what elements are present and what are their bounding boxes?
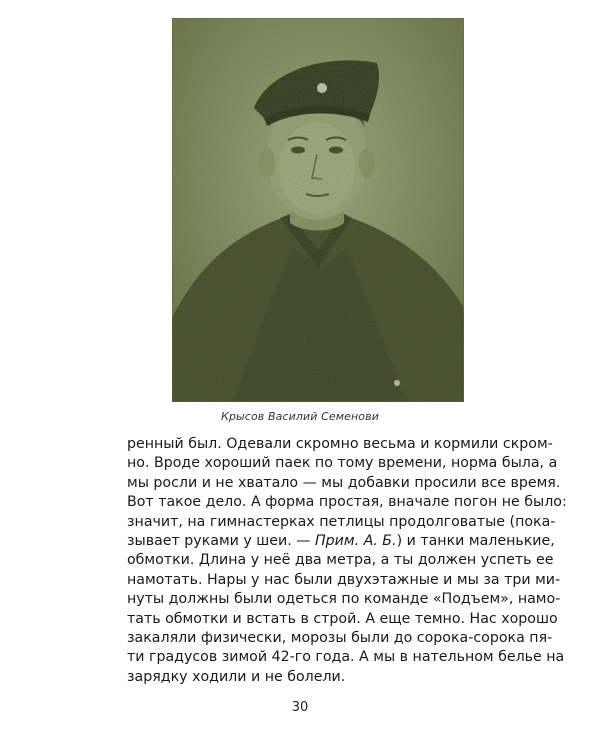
text-line: значит, на гимнастерках петлицы продолговатые (пока- <box>127 513 556 530</box>
text-line: но. Вроде хороший паек по тому времени, норма была, а <box>127 455 558 472</box>
text-line: нуты должны были одеться по команде «Подъем», намо- <box>127 591 561 608</box>
text-line: ренный был. Одевали скромно весьма и кормили скром- <box>127 436 553 452</box>
text-line: тать обмотки и встать в строй. А еще темно. Нас хорошо <box>127 610 558 627</box>
page-number: 30 <box>291 700 309 715</box>
text-fragment: зывает руками у шеи. <box>127 533 292 550</box>
portrait-photo <box>172 18 464 402</box>
text-line: зарядку ходили и не болели. <box>127 668 346 685</box>
text-fragment: ) и танки маленькие, <box>396 533 555 550</box>
text-line: намотать. Нары у нас были двухэтажные и мы за три ми- <box>127 571 561 588</box>
text-line: Вот такое дело. А форма простая, вначале погон не было: <box>127 494 567 511</box>
body-text <box>127 435 567 687</box>
text-line: мы росли и не хватало — мы добавки просили все время. <box>127 474 561 491</box>
editor-note: Прим. А. Б. <box>314 533 397 550</box>
text-line-with-note: зывает руками у шеи. — Прим. А. Б.) и танки маленькие, <box>127 533 555 550</box>
text-line: обмотки. Длина у неё два метра, а ты должен успеть ее <box>127 552 554 569</box>
text-line: закаляли физически, морозы были до сорока-сорока пя- <box>127 630 553 647</box>
photo-caption: Крысов Василий Семенови <box>221 410 379 423</box>
text-line: ти градусов зимой 42-го года. А мы в нательном белье на <box>127 649 565 666</box>
